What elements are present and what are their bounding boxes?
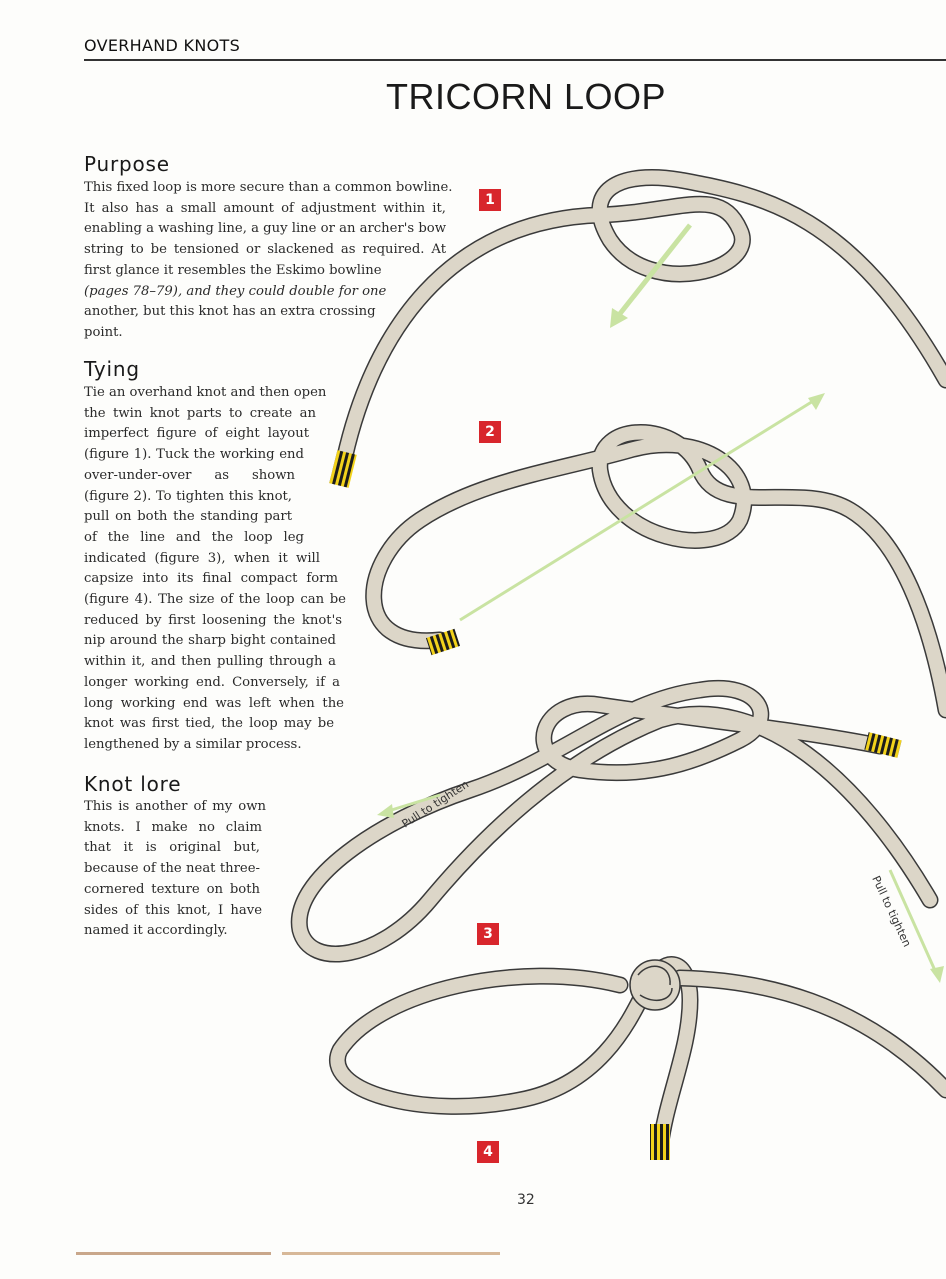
tying-line: imperfect figure of eight layout <box>84 426 309 442</box>
purpose-line: first glance it resembles the Eskimo bowline <box>84 262 382 278</box>
tying-line: within it, and then pulling through a <box>84 654 336 670</box>
tying-line: long working end was left when the <box>84 695 344 711</box>
tying-line: the twin knot parts to create an <box>84 405 316 421</box>
figure-3-badge: 3 <box>477 923 499 945</box>
tape-end <box>650 1124 670 1160</box>
tying-line: (figure 4). The size of the loop can be <box>84 592 346 608</box>
tying-line: longer working end. Conversely, if a <box>84 674 340 690</box>
page-number: 32 <box>517 1192 535 1208</box>
figure-2-badge: 2 <box>479 421 501 443</box>
tape-end <box>329 450 357 488</box>
tying-line: pull on both the standing part <box>84 509 292 525</box>
purpose-line: (pages 78–79), and they could double for one <box>84 283 387 299</box>
arrow-head-icon <box>930 966 944 983</box>
figure-2-rope <box>374 433 946 711</box>
figure-4-rope <box>337 960 946 1160</box>
tying-line: nip around the sharp bight contained <box>84 633 336 649</box>
pull-label-right: Pull to tighten <box>869 873 914 949</box>
lore-line: cornered texture on both <box>84 881 260 897</box>
lore-line: sides of this knot, I have <box>84 902 262 918</box>
lore-line: named it accordingly. <box>84 923 228 939</box>
tying-line: (figure 2). To tighten this knot, <box>84 488 292 504</box>
tying-line: (figure 1). Tuck the working end <box>84 447 304 463</box>
page-title: TRICORN LOOP <box>386 76 667 117</box>
tying-line: indicated (figure 3), when it will <box>84 550 320 566</box>
purpose-line: another, but this knot has an extra crossing <box>84 304 376 320</box>
pull-label-left: Pull to tighten <box>399 777 472 831</box>
lore-heading: Knot lore <box>84 772 182 796</box>
purpose-heading: Purpose <box>84 152 170 176</box>
purpose-line: enabling a washing line, a guy line or an archer's bow <box>84 221 447 237</box>
purpose-line: point. <box>84 324 123 340</box>
section-label: OVERHAND KNOTS <box>84 36 241 55</box>
tying-line: of the line and the loop leg <box>84 529 304 545</box>
purpose-line: string to be tensioned or slackened as required. At <box>84 242 446 258</box>
purpose-line: This fixed loop is more secure than a common bowline. <box>84 180 453 195</box>
tape-end <box>864 732 901 758</box>
tying-line: Tie an overhand knot and then open <box>84 385 327 400</box>
knot-core <box>630 960 680 1010</box>
figure-1-badge: 1 <box>479 189 501 211</box>
page-edge <box>76 1252 271 1255</box>
tying-line: over-under-over as shown <box>84 467 295 483</box>
purpose-line: It also has a small amount of adjustment within it, <box>84 200 446 216</box>
lore-line: This is another of my own <box>84 799 266 814</box>
tying-heading: Tying <box>84 357 140 381</box>
tying-line: capsize into its final compact form <box>84 571 338 587</box>
lore-line: knots. I make no claim <box>84 819 262 835</box>
figure-3-rope <box>299 688 930 954</box>
lore-line: because of the neat three- <box>84 861 260 877</box>
arrow-head-icon <box>377 804 394 818</box>
tying-line: knot was first tied, the loop may be <box>84 716 334 732</box>
figure-4-badge: 4 <box>477 1141 499 1163</box>
tying-line: lengthened by a similar process. <box>84 736 302 752</box>
arrow-head-icon <box>808 393 825 410</box>
page-edge <box>282 1252 500 1255</box>
tying-line: reduced by first loosening the knot's <box>84 612 342 628</box>
lore-line: that it is original but, <box>84 840 260 856</box>
